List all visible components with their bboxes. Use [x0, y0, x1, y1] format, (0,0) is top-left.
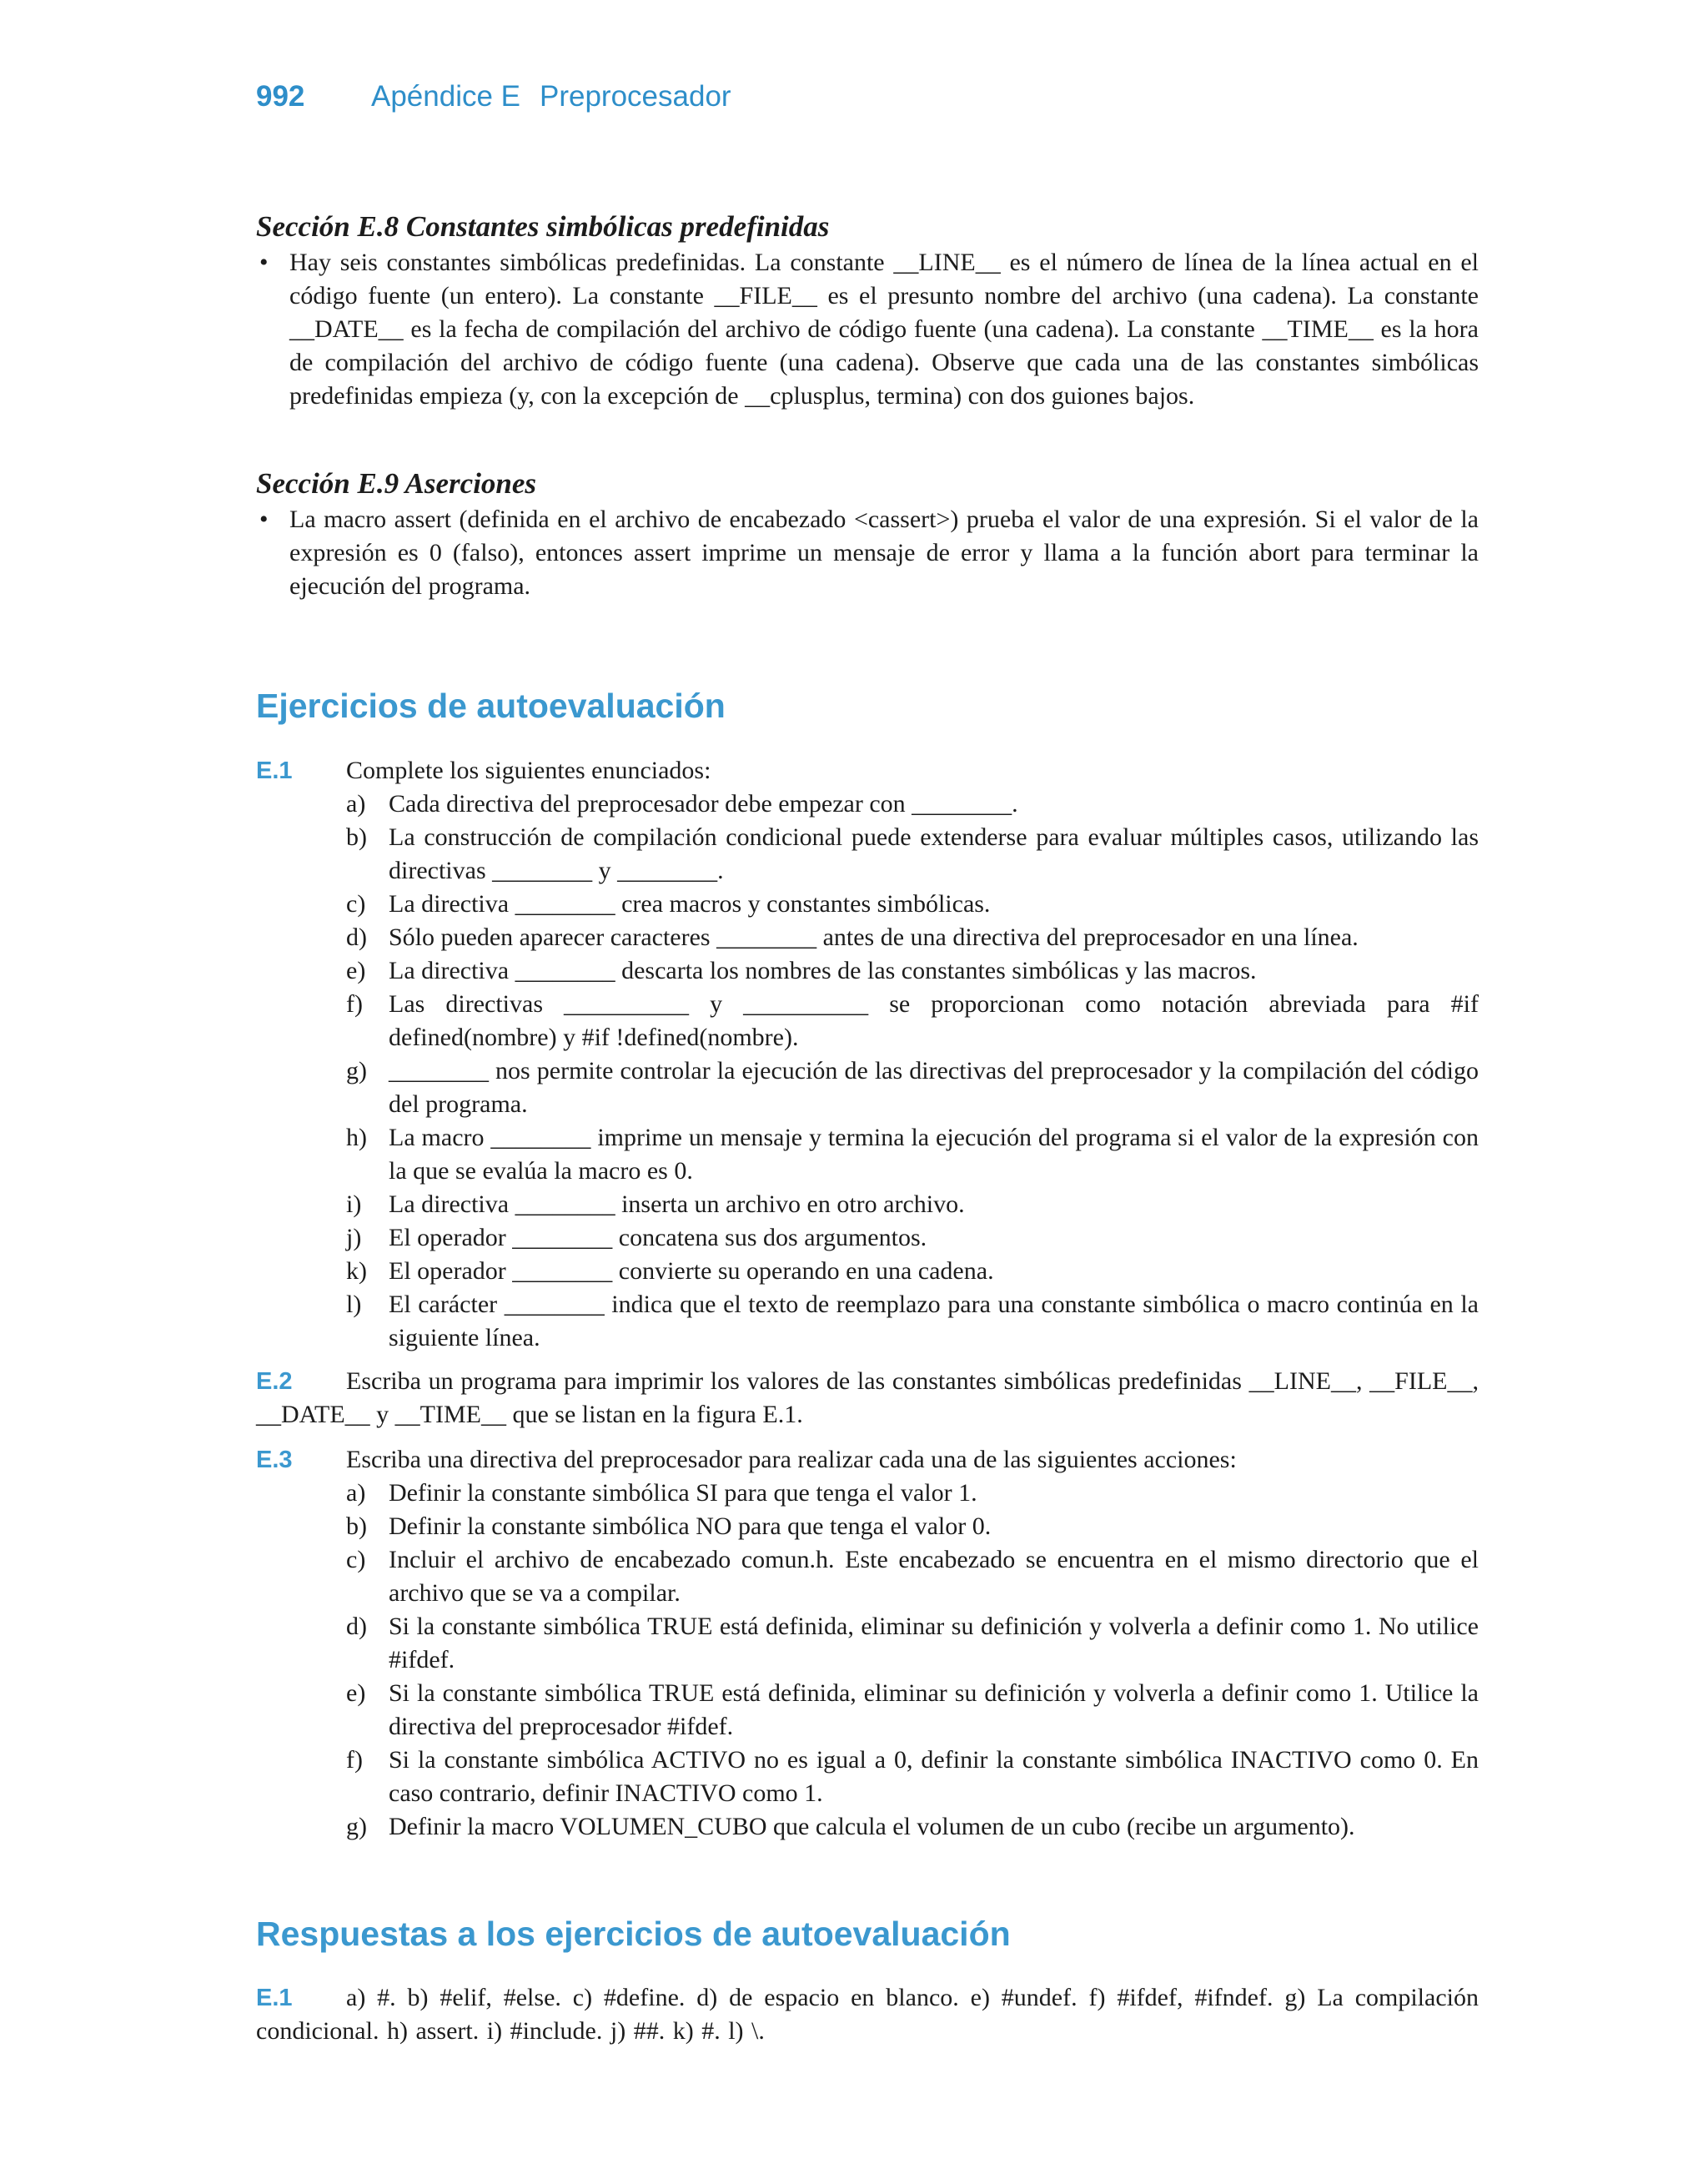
running-head: [256, 80, 731, 117]
item-text: La directiva ________ crea macros y constantes simbólicas.: [389, 890, 991, 918]
list-item: [346, 1810, 1479, 1844]
list-item: [346, 1121, 1479, 1188]
exercise-number: E.1: [256, 757, 293, 784]
exercise-intro: Escriba una directiva del preprocesador para realizar cada una de las siguientes acciones:: [346, 1446, 1237, 1473]
list-item: [346, 1255, 1479, 1288]
item-label: b): [346, 1512, 367, 1540]
item-label: a): [346, 790, 366, 818]
exercise-intro: Escriba un programa para imprimir los valores de las constantes simbólicas predefinidas __LINE__, __FILE__, __DATE__ y __TIME__ que se listan en la figura E.1.: [256, 1367, 1479, 1428]
item-text: La construcción de compilación condicional puede extenderse para evaluar múltiples casos, utilizando las directivas ________ y ________.: [389, 823, 1479, 884]
item-text: Cada directiva del preprocesador debe empezar con ________.: [389, 790, 1018, 818]
item-label: j): [346, 1224, 362, 1251]
item-label: l): [346, 1291, 362, 1318]
item-text: La macro ________ imprime un mensaje y termina la ejecución del programa si el valor de la expresión con la que se evalúa la macro es 0.: [389, 1124, 1479, 1185]
item-label: h): [346, 1124, 367, 1151]
item-label: c): [346, 890, 366, 918]
item-text: Definir la constante simbólica NO para que tenga el valor 0.: [389, 1512, 992, 1540]
bullet-dot: •: [259, 506, 269, 533]
exercise-intro: Complete los siguientes enunciados:: [346, 757, 711, 784]
exercise-e1-items: [256, 788, 1479, 1355]
list-item: [346, 1221, 1479, 1255]
item-text: ________ nos permite controlar la ejecución de las directivas del preprocesador y la compilación del código del programa.: [389, 1057, 1479, 1118]
list-item: [346, 788, 1479, 821]
item-text: Definir la constante simbólica SI para que tenga el valor 1.: [389, 1479, 977, 1507]
item-label: a): [346, 1479, 366, 1507]
self-review-heading: Ejercicios de autoevaluación: [256, 687, 726, 725]
appendix-label: Apéndice E: [371, 80, 521, 113]
list-item: [346, 1288, 1479, 1355]
item-label: f): [346, 990, 363, 1018]
list-item: [346, 1543, 1479, 1610]
item-label: g): [346, 1813, 367, 1840]
item-label: k): [346, 1257, 367, 1285]
list-item: [346, 988, 1479, 1054]
list-item: [346, 1510, 1479, 1543]
item-text: Si la constante simbólica TRUE está definida, eliminar su definición y volverla a definir como 1. Utilice la directiva del preprocesador #ifdef.: [389, 1679, 1479, 1740]
list-item: [346, 1610, 1479, 1677]
item-label: e): [346, 957, 366, 984]
item-text: Si la constante simbólica ACTIVO no es igual a 0, definir la constante simbólica INACTIVO como 0. En caso contrario, definir INACTIVO como 1.: [389, 1746, 1479, 1807]
item-text: La directiva ________ inserta un archivo en otro archivo.: [389, 1190, 965, 1218]
page-number: 992: [256, 80, 305, 113]
item-label: d): [346, 1613, 367, 1640]
exercise-e1: [256, 754, 1479, 1355]
exercise-e3-items: [256, 1477, 1479, 1844]
list-item: [346, 821, 1479, 888]
item-text: El operador ________ convierte su operando en una cadena.: [389, 1257, 994, 1285]
chapter-title: Preprocesador: [540, 80, 731, 113]
bullet-text-e9: La macro assert (definida en el archivo de encabezado <cassert>) prueba el valor de una expresión. Si el valor de la expresión es 0 (falso), entonces assert imprime un mensaje de error y llama a la función abort para terminar la ejecución del programa.: [289, 506, 1479, 600]
item-text: La directiva ________ descarta los nombres de las constantes simbólicas y las macros.: [389, 957, 1257, 984]
item-text: Si la constante simbólica TRUE está definida, eliminar su definición y volverla a definir como 1. No utilice #ifdef.: [389, 1613, 1479, 1673]
item-text: Las directivas __________ y __________ se proporcionan como notación abreviada para #if defined(nombre) y #if !defined(nombre).: [389, 990, 1479, 1051]
item-text: Sólo pueden aparecer caracteres ________ antes de una directiva del preprocesador en una línea.: [389, 923, 1359, 951]
list-item: [346, 954, 1479, 988]
list-item: [346, 1744, 1479, 1810]
bullet-e9: [256, 503, 1479, 603]
list-item: [346, 1188, 1479, 1221]
item-label: f): [346, 1746, 363, 1774]
exercise-number: E.3: [256, 1447, 293, 1473]
item-label: g): [346, 1057, 367, 1084]
answers-text: a) #. b) #elif, #else. c) #define. d) de espacio en blanco. e) #undef. f) #ifdef, #ifndef. g) La compilación condicional. h) assert. i) #include. j) ##. k) #. l) \.: [256, 1984, 1479, 2045]
section-title-e9: Sección E.9 Aserciones: [256, 467, 537, 500]
item-label: e): [346, 1679, 366, 1707]
list-item: [346, 1054, 1479, 1121]
item-label: c): [346, 1546, 366, 1573]
item-text: El operador ________ concatena sus dos argumentos.: [389, 1224, 927, 1251]
item-label: b): [346, 823, 367, 851]
list-item: [346, 921, 1479, 954]
list-item: [346, 888, 1479, 921]
exercise-number: E.2: [256, 1368, 293, 1395]
exercise-e3: [256, 1443, 1479, 1844]
section-title-e8: Sección E.8 Constantes simbólicas predefinidas: [256, 210, 830, 243]
bullet-e8: [256, 246, 1479, 413]
answers-e1: [256, 1981, 1479, 2048]
item-text: Definir la macro VOLUMEN_CUBO que calcula el volumen de un cubo (recibe un argumento).: [389, 1813, 1355, 1840]
item-label: d): [346, 923, 367, 951]
bullet-dot: •: [259, 249, 269, 276]
list-item: [346, 1677, 1479, 1744]
exercise-e2: [256, 1365, 1479, 1432]
list-item: [346, 1477, 1479, 1510]
item-text: Incluir el archivo de encabezado comun.h. Este encabezado se encuentra en el mismo directorio que el archivo que se va a compilar.: [389, 1546, 1479, 1607]
item-text: El carácter ________ indica que el texto de reemplazo para una constante simbólica o macro continúa en la siguiente línea.: [389, 1291, 1479, 1351]
item-label: i): [346, 1190, 362, 1218]
answers-heading: Respuestas a los ejercicios de autoevaluación: [256, 1915, 1011, 1953]
exercise-number: E.1: [256, 1985, 293, 2011]
bullet-text-e8: Hay seis constantes simbólicas predefinidas. La constante __LINE__ es el número de línea de la línea actual en el código fuente (un entero). La constante __FILE__ es el presunto nombre del archivo (una cadena). La constante __DATE__ es la fecha de compilación del archivo de código fuente (una cadena). La constante __TIME__ es la hora de compilación del archivo de código fuente (una cadena). Observe que cada una de las constantes simbólicas predefinidas empieza (y, con la excepción de __cplusplus, termina) con dos guiones bajos.: [289, 249, 1479, 410]
